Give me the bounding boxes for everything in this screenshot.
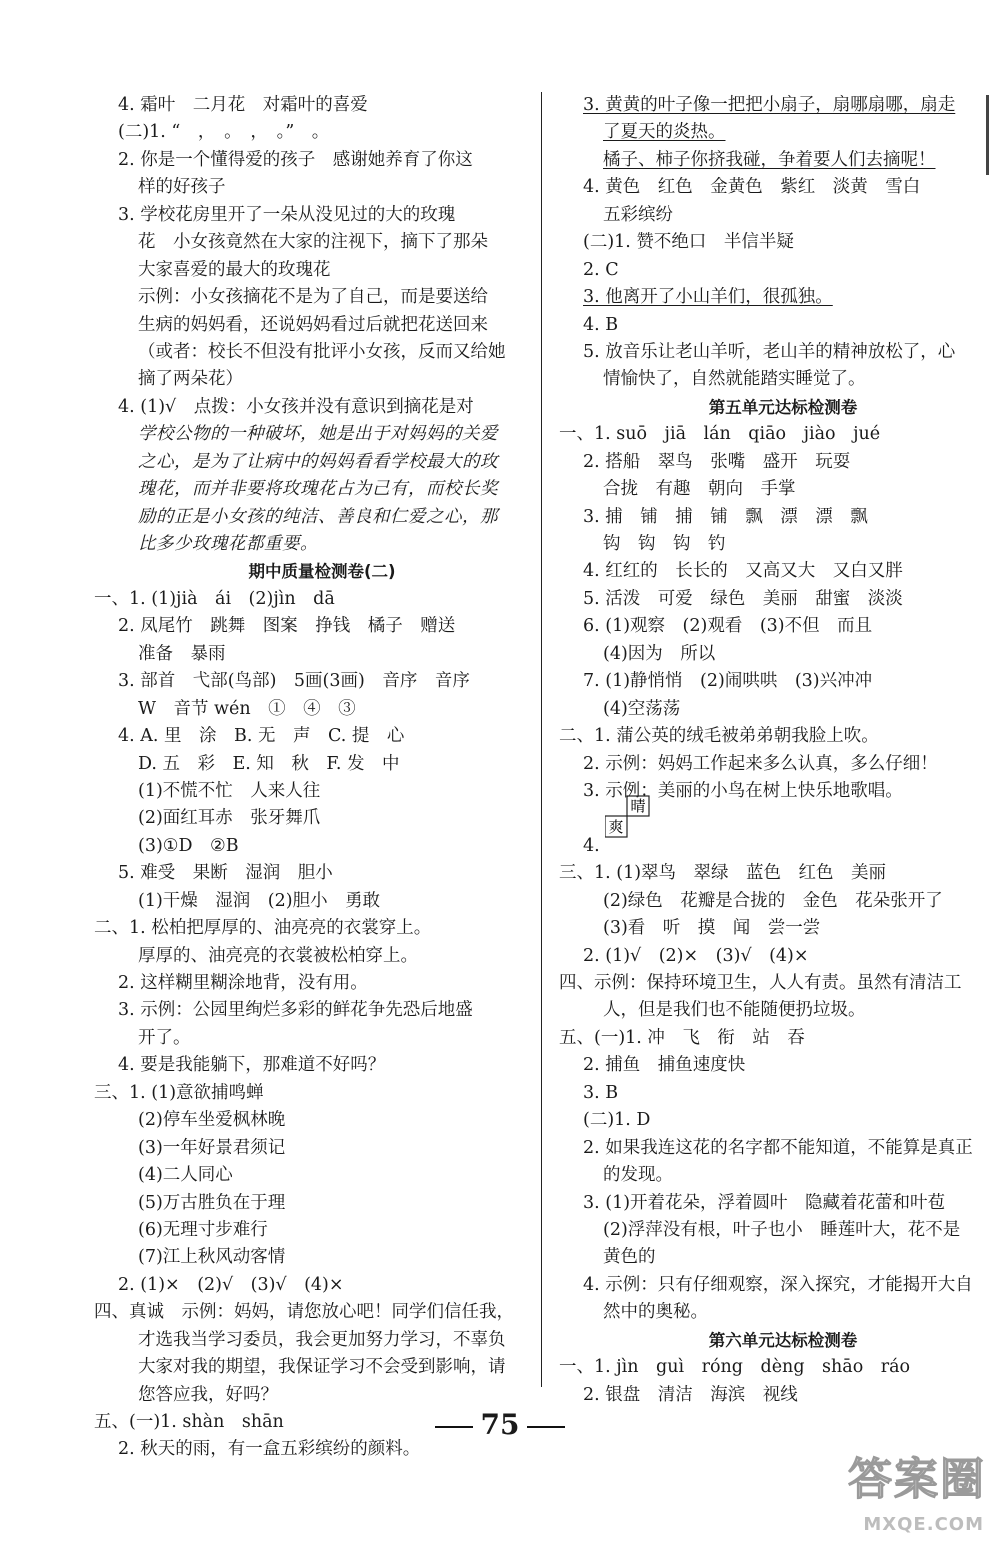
answer-line	[583, 586, 983, 613]
answer-text: 一、1. suō jiā lán qiāo jiào jué	[559, 424, 881, 445]
answer-line	[94, 1299, 526, 1326]
answer-text: 6. (1)观察 (2)观看 (3)不但 而且	[583, 616, 873, 637]
answer-text: 5. 放音乐让老山羊听，老山羊的精神放松了，心	[583, 341, 956, 362]
answer-text: 花 小女孩竟然在大家的注视下，摘下了那朵	[138, 232, 488, 253]
answer-text: 4. 霜叶 二月花 对霜叶的喜爱	[118, 95, 368, 115]
answer-line	[559, 1354, 983, 1381]
answer-text: 开了。	[138, 1027, 191, 1048]
answer-line	[583, 1052, 983, 1079]
answer-text: (3)一年好景君须记	[138, 1137, 286, 1158]
answer-line	[118, 1272, 526, 1299]
answer-text: 了夏天的炎热。	[603, 122, 726, 143]
answer-text: 五彩缤纷	[603, 204, 673, 225]
answer-line	[583, 1382, 983, 1409]
answer-text: 2. (1)√ (2)× (3)√ (4)×	[583, 945, 809, 966]
answer-text: (二)1. “ ， 。 ， 。” 。	[118, 122, 330, 143]
answer-text: 之心，是为了让病中的妈妈看看学校最大的玫	[138, 451, 498, 472]
answer-line	[118, 1354, 526, 1381]
answer-line	[118, 531, 526, 558]
answer-line	[118, 366, 526, 393]
answer-line	[118, 997, 526, 1024]
answer-text: 黄色的	[603, 1247, 656, 1268]
answer-line	[583, 1244, 983, 1271]
answer-line	[583, 366, 983, 393]
answer-text: (2)停车坐爱枫林晚	[138, 1110, 286, 1131]
answer-text: 3. B	[583, 1082, 619, 1103]
answer-line	[118, 1327, 526, 1354]
answer-line	[583, 668, 983, 695]
answer-text: 2. 凤尾竹 跳舞 图案 挣钱 橘子 赠送	[118, 616, 456, 637]
answer-text: 四、真诚 示例：妈妈，请您放心吧！同学们信任我，	[94, 1302, 514, 1323]
answer-line	[559, 1025, 983, 1052]
answer-text: (4)因为 所以	[603, 643, 716, 664]
answer-text: 期中质量检测卷(二)	[248, 562, 396, 582]
answer-text: 3. 学校花房里开了一朵从没见过的大的玫瑰	[118, 204, 456, 225]
answer-line	[583, 888, 983, 915]
answer-line	[94, 915, 526, 942]
answer-text: 2. C	[583, 259, 619, 280]
answer-text: (3)看 听 摸 闻 尝一尝	[603, 918, 821, 939]
answer-line	[583, 174, 983, 201]
answer-line	[118, 174, 526, 201]
answer-line	[118, 202, 526, 229]
answer-text: 励的正是小女孩的纯洁、善良和仁爱之心，那	[138, 506, 498, 527]
answer-text: 瑰花，而并非要将玫瑰花占为己有，而校长奖	[138, 479, 498, 500]
answer-line	[559, 723, 983, 750]
answer-text: 的发现。	[603, 1165, 673, 1186]
answer-line	[118, 668, 526, 695]
answer-line	[583, 229, 983, 256]
answer-line	[118, 860, 526, 887]
answer-line	[583, 997, 983, 1024]
section-heading	[583, 1327, 983, 1354]
answer-text: 3. 黄黄的叶子像一把把小扇子，扇哪扇哪，扇走	[583, 95, 956, 115]
answer-text: 2. 秋天的雨，有一盒五彩缤纷的颜料。	[118, 1439, 421, 1460]
page-number-text: 75	[480, 1408, 520, 1441]
watermark-logo: 答案圈	[848, 1454, 986, 1505]
answer-line	[118, 147, 526, 174]
answer-line	[583, 613, 983, 640]
page-edge-mark	[986, 95, 989, 175]
answer-line	[118, 1135, 526, 1162]
answer-text: 4. A. 里 涂 B. 无 声 C. 提 心	[118, 726, 405, 747]
answer-line	[118, 1052, 526, 1079]
answer-line	[583, 202, 983, 229]
answer-line	[583, 641, 983, 668]
answer-line	[118, 1217, 526, 1244]
right-answer-column	[559, 92, 983, 1409]
answer-text: 2. 示例：妈妈工作起来多么认真，多么仔细！	[583, 753, 938, 774]
answer-text: (2)面红耳赤 张牙舞爪	[138, 808, 321, 829]
page-number-dash-right	[527, 1426, 565, 1428]
answer-text: 4. 黄色 红色 金黄色 紫红 淡黄 雪白	[583, 177, 921, 198]
answer-text: 五、(一)1. 冲 飞 衔 站 吞	[559, 1027, 805, 1048]
answer-text: 4. 要是我能躺下，那难道不好吗？	[118, 1055, 386, 1076]
answer-line	[583, 1107, 983, 1134]
answer-line	[118, 723, 526, 750]
answer-text: 4.	[583, 835, 600, 856]
answer-text: (2)绿色 花瓣是合拢的 金色 花朵张开了	[603, 890, 943, 911]
answer-text: 人，但是我们也不能随便扔垃圾。	[603, 1000, 866, 1021]
answer-text: （或者：校长不但没有批评小女孩，反而又给她	[138, 341, 506, 362]
answer-line	[559, 970, 983, 997]
answer-text: (1)干燥 湿润 (2)胆小 勇敢	[138, 890, 381, 911]
box-upper-char: 晴	[630, 797, 646, 815]
answer-text: 5. 活泼 可爱 绿色 美丽 甜蜜 淡淡	[583, 588, 903, 609]
section-heading	[583, 394, 983, 421]
answer-line	[118, 449, 526, 476]
box-lower-char: 爽	[608, 818, 624, 836]
answer-text: (4)空荡荡	[603, 698, 681, 719]
answer-line	[118, 1382, 526, 1409]
answer-text: (1)不慌不忙 人来人往	[138, 780, 321, 801]
answer-text: 2. 你是一个懂得爱的孩子 感谢她养育了你这	[118, 149, 473, 170]
answer-text: 4. B	[583, 314, 619, 335]
answer-text: 样的好孩子	[138, 177, 226, 198]
answer-text: 大家喜爱的最大的玫瑰花	[138, 259, 331, 280]
answer-text: 4. (1)√ 点拨：小女孩并没有意识到摘花是对	[118, 396, 474, 417]
answer-text: 2. 这样糊里糊涂地背，没有用。	[118, 973, 368, 993]
answer-text: 一、1. jìn guì róng dèng shāo ráo	[559, 1357, 911, 1378]
answer-line	[118, 92, 526, 119]
answer-line	[94, 586, 526, 613]
answer-line	[118, 1025, 526, 1052]
answer-text: 摘了两朵花）	[138, 369, 243, 390]
answer-text: D. 五 彩 E. 知 秋 F. 发 中	[138, 753, 400, 774]
answer-line	[583, 943, 983, 970]
watermark	[836, 1443, 986, 1535]
answer-line	[94, 1080, 526, 1107]
answer-line	[583, 558, 983, 585]
answer-text: 4. 示例：只有仔细观察，深入探究，才能揭开大自	[583, 1274, 973, 1295]
answer-text: 三、1. (1)意欲捕鸣蝉	[94, 1082, 264, 1103]
answer-text: (二)1. 赞不绝口 半信半疑	[583, 232, 794, 253]
answer-text: 学校公物的一种破坏，她是出于对妈妈的关爱	[138, 424, 498, 445]
answer-line	[118, 613, 526, 640]
answer-text: 五、(一)1. shàn shān	[94, 1412, 284, 1432]
answer-line	[583, 476, 983, 503]
answer-line	[118, 476, 526, 503]
answer-line	[118, 778, 526, 805]
character-box-figure	[605, 795, 651, 839]
answer-text: (5)万古胜负在于理	[138, 1192, 286, 1213]
answer-text: 钩 钩 钩 钓	[603, 534, 726, 554]
answer-line	[583, 257, 983, 284]
section-heading	[118, 558, 526, 585]
answer-line	[583, 531, 983, 558]
answer-text: 三、1. (1)翠鸟 翠绿 蓝色 红色 美丽	[559, 863, 887, 884]
answer-line	[583, 92, 983, 119]
answer-text: 3. 部首 弋部(鸟部) 5画(3画) 音序 音序	[118, 671, 470, 692]
answer-text: 4. 红红的 长长的 又高又大 又白又胖	[583, 561, 903, 582]
answer-line	[118, 696, 526, 723]
answer-text: 合拢 有趣 朝向 手掌	[603, 479, 796, 500]
answer-line	[118, 284, 526, 311]
answer-text: 四、示例：保持环境卫生，人人有责。虽然有清洁工	[559, 973, 962, 993]
answer-text: 准备 暴雨	[138, 643, 226, 664]
answer-text: 大家对我的期望，我保证学习不会受到影响，请	[138, 1357, 506, 1378]
answer-line	[583, 1217, 983, 1244]
answer-line	[583, 1190, 983, 1217]
answer-text: 一、1. (1)jià ái (2)jìn dā	[94, 588, 335, 609]
answer-line	[583, 751, 983, 778]
answer-text: 情愉快了，自然就能踏实睡觉了。	[603, 369, 866, 390]
answer-line	[118, 833, 526, 860]
answer-text: (二)1. D	[583, 1110, 651, 1131]
answer-line	[118, 1244, 526, 1271]
answer-text: 3. 示例：公园里绚烂多彩的鲜花争先恐后地盛	[118, 1000, 473, 1021]
answer-line	[583, 312, 983, 339]
answer-text: 您答应我，好吗？	[138, 1384, 278, 1405]
answer-text: 3. 捕 铺 捕 铺 飘 漂 漂 飘	[583, 506, 868, 527]
answer-line	[583, 696, 983, 723]
answer-line	[583, 1135, 983, 1162]
answer-line	[118, 888, 526, 915]
answer-text: 7. (1)静悄悄 (2)闹哄哄 (3)兴冲冲	[583, 671, 873, 692]
answer-line	[118, 1107, 526, 1134]
answer-line	[118, 119, 526, 146]
answer-line	[583, 504, 983, 531]
answer-line	[118, 805, 526, 832]
answer-text: 第五单元达标检测卷	[708, 397, 858, 417]
answer-text: 2. 银盘 清洁 海滨 视线	[583, 1384, 798, 1405]
answer-line	[118, 394, 526, 421]
answer-line	[583, 284, 983, 311]
answer-text: 3. 他离开了小山羊们，很孤独。	[583, 287, 833, 308]
answer-line	[118, 312, 526, 339]
answer-text: 二、1. 松柏把厚厚的、油亮亮的衣裳穿上。	[94, 918, 432, 939]
answer-text: (4)二人同心	[138, 1165, 233, 1186]
answer-line	[118, 970, 526, 997]
answer-text: (7)江上秋风动客情	[138, 1247, 286, 1268]
answer-line	[118, 1190, 526, 1217]
answer-text: 生病的妈妈看，还说妈妈看过后就把花送回来	[138, 314, 488, 335]
answer-line	[583, 1080, 983, 1107]
answer-text: 2. 如果我连这花的名字都不能知道，不能算是真正	[583, 1137, 973, 1158]
answer-line	[118, 257, 526, 284]
watermark-url: MXQE.COM	[863, 1514, 984, 1535]
left-answer-column	[94, 92, 526, 1464]
answer-text: 5. 难受 果断 湿润 胆小	[118, 863, 333, 884]
answer-text: 2. 捕鱼 捕鱼速度快	[583, 1055, 746, 1076]
column-divider	[541, 92, 542, 1387]
answer-line	[118, 421, 526, 448]
answer-text: 才选我当学习委员，我会更加努力学习，不辜负	[138, 1329, 506, 1350]
answer-text: 3. 示例：美丽的小鸟在树上快乐地歌唱。	[583, 780, 903, 801]
answer-line	[118, 641, 526, 668]
answer-line	[583, 915, 983, 942]
answer-line	[118, 1162, 526, 1189]
answer-line	[559, 421, 983, 448]
answer-text: 厚厚的、油亮亮的衣裳被松柏穿上。	[138, 945, 418, 966]
answer-text: 然中的奥秘。	[603, 1302, 708, 1323]
answer-text: 2. 搭船 翠鸟 张嘴 盛开 玩耍	[583, 451, 851, 472]
answer-line	[583, 147, 983, 174]
answer-line	[583, 1272, 983, 1299]
answer-text: 第六单元达标检测卷	[708, 1330, 858, 1350]
answer-line	[118, 943, 526, 970]
answer-text: 比多少玫瑰花都重要。	[138, 534, 318, 554]
answer-text: 示例：小女孩摘花不是为了自己，而是要送给	[138, 287, 488, 308]
answer-text: 橘子、柿子你挤我碰，争着要人们去摘呢！	[603, 149, 936, 170]
answer-text: (3)①D ②B	[138, 835, 239, 856]
answer-line	[118, 339, 526, 366]
answer-line	[583, 119, 983, 146]
answer-line	[118, 229, 526, 256]
answer-line	[583, 1299, 983, 1326]
answer-text: W 音节 wén ① ④ ③	[138, 698, 356, 719]
answer-text: (6)无理寸步难行	[138, 1219, 268, 1240]
page-number-dash-left	[435, 1426, 473, 1428]
page-number	[0, 1408, 1000, 1441]
answer-line	[583, 1162, 983, 1189]
answer-text: 二、1. 蒲公英的绒毛被弟弟朝我脸上吹。	[559, 726, 879, 747]
answer-line	[583, 339, 983, 366]
answer-text: 3. (1)开着花朵，浮着圆叶 隐藏着花蕾和叶苞	[583, 1192, 946, 1213]
answer-line	[583, 449, 983, 476]
answer-text: (2)浮萍没有根，叶子也小 睡莲叶大，花不是	[603, 1219, 961, 1240]
answer-text: 2. (1)× (2)√ (3)√ (4)×	[118, 1274, 344, 1295]
answer-line	[559, 860, 983, 887]
answer-line	[118, 751, 526, 778]
answer-line	[118, 504, 526, 531]
